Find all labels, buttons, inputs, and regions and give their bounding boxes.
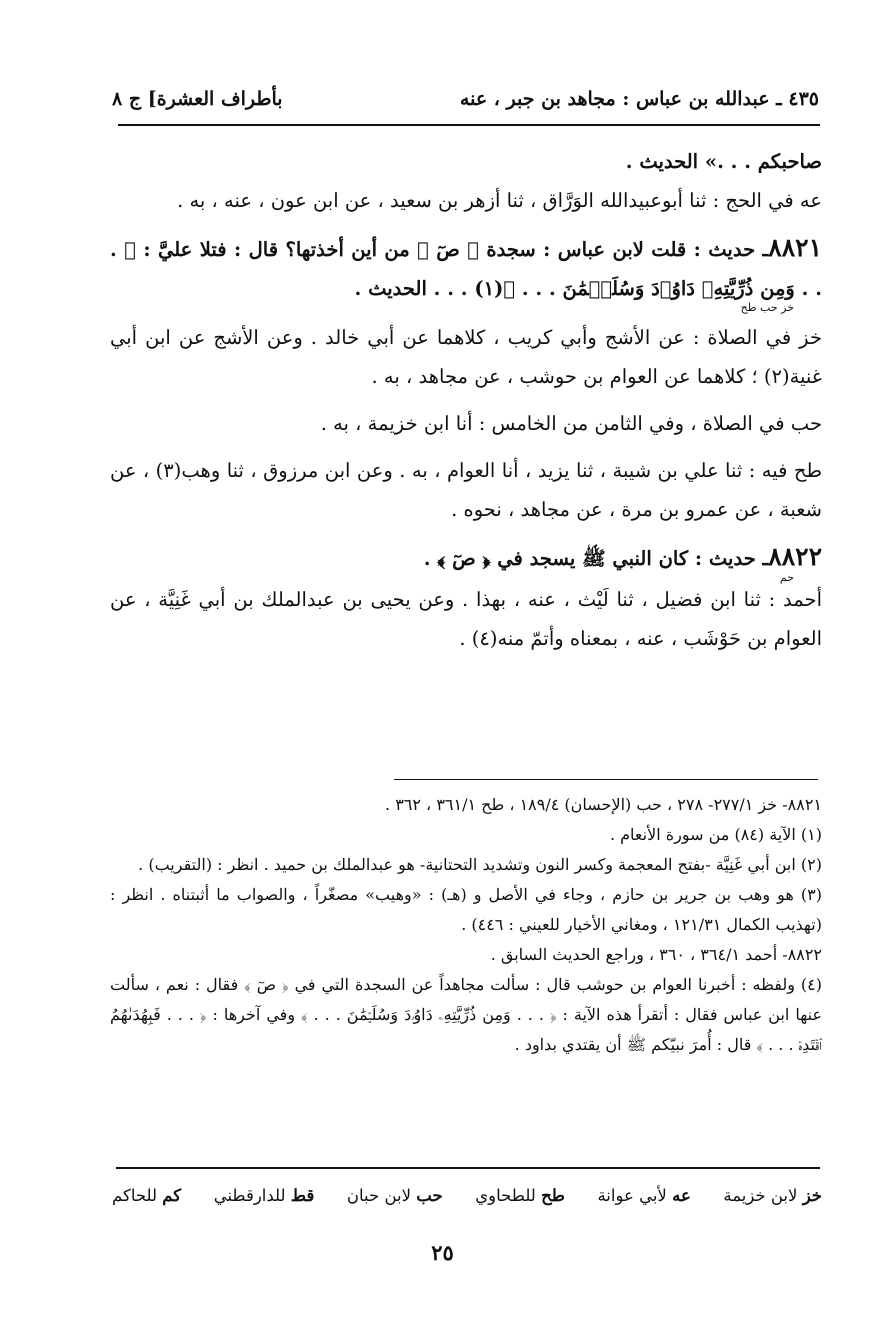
abbreviation-key xyxy=(112,1186,822,1205)
abbr-item: حب لابن حبان xyxy=(346,1186,443,1205)
page-number: ٢٥ xyxy=(431,1240,454,1265)
abbr-item: عه لأبي عوانة xyxy=(597,1186,691,1205)
text-line: صاحبكم . . .» الحديث . xyxy=(625,150,822,173)
footnote: ٨٨٢٢- أحمد ٣٦٤/١ ، ٣٦٠ ، وراجع الحديث السابق . xyxy=(490,945,822,964)
takhrij-hibban: حب في الصلاة ، وفي الثامن من الخامس : أنا ابن خزيمة ، به . xyxy=(320,412,822,435)
abbr-item: كم للحاكم xyxy=(112,1186,182,1205)
takhrij-ahmad: أحمد : ثنا ابن فضيل ، ثنا لَيْث ، عنه ، بهذا . وعن يحيى بن عبدالملك بن أبي غَنِيَّة ، عن العوام بن حَوْشَب ، عنه ، بمعناه وأتمّ منه(٤) . xyxy=(110,588,822,650)
takhrij-khuzayma: خز في الصلاة : عن الأشج وأبي كريب ، كلاهما عن أبي خالد . وعن الأشج عن ابن أبي غنية(٢) ؛ كلاهما عن العوام بن حوشب ، عن مجاهد ، به . xyxy=(110,326,822,388)
abbreviation-rule xyxy=(116,1167,820,1169)
footnote: (٢) ابن أبي غَنِيَّة -بفتح المعجمة وكسر النون وتشديد التحتانية- هو عبدالملك بن حميد . انظر : (التقريب) . xyxy=(138,855,822,874)
source-sigla: خز حب طح xyxy=(740,301,794,314)
footnote: (٣) هو وهب بن جرير بن حازم ، وجاء في الأصل و (هـ) : «وهيب» مصغّراً ، والصواب ما أثبتناه . انظر : (تهذيب الكمال ١٢١/٣١ ، ومغاني الأخيار للعيني : ٤٤٦) . xyxy=(110,885,822,934)
hadith-number: ٨٨٢١ xyxy=(768,233,822,262)
text-line: عه في الحج : ثنا أبوعبيدالله الوَرَّاق ، ثنا أزهر بن سعيد ، عن ابن عون ، عنه ، به . xyxy=(177,189,822,212)
header-chapter: ٤٣٥ ـ عبدالله بن عباس : مجاهد بن جبر ، عنه xyxy=(459,88,819,110)
source-sigla: حم xyxy=(779,571,794,584)
footnotes xyxy=(110,790,822,1060)
header-rule xyxy=(118,124,820,126)
main-text xyxy=(110,142,822,658)
abbr-item: قط للدارقطني xyxy=(213,1186,315,1205)
hadith-text: ـ حديث : قلت لابن عباس : سجدة ﴿ صٓ ﴾ من أين أخذتها؟ قال : فتلا عليَّ : ﴿ . . . وَمِن ذُرِّيَّتِهِۦ دَاوُۥدَ وَسُلَيۡمَٰنَ . . . ﴾(١) . . . الحديث . xyxy=(110,238,822,300)
hadith-8821 xyxy=(110,228,822,308)
abbr-item: طح للطحاوي xyxy=(475,1186,565,1205)
footnote: (٤) ولفظه : أخبرنا العوام بن حوشب قال : سألت مجاهداً عن السجدة التي في ﴿ صٓ ﴾ فقال : نعم ، سألت عنها ابن عباس فقال : أتقرأ هذه الآية : ﴿ . . . وَمِن ذُرِّيَّتِهِۦ دَاوُۥدَ وَسُلَيۡمَٰنَ . . . ﴾ وفي آخرها : ﴿ . . . فَبِهُدَىٰهُمُ ٱقۡتَدِهۡ . . . ﴾ قال : أُمرَ نبيّكم ﷺ أن يقتدي بداود . xyxy=(110,975,822,1054)
footnote-rule xyxy=(394,779,818,780)
abbr-item: خز لابن خزيمة xyxy=(723,1186,822,1205)
takhrij-tahawi: طح فيه : ثنا علي بن شيبة ، ثنا يزيد ، أنا العوام ، به . وعن ابن مرزوق ، ثنا وهب(٣) ، عن شعبة ، عن عمرو بن مرة ، عن مجاهد ، نحوه . xyxy=(110,459,823,521)
running-header xyxy=(112,84,819,114)
header-book: بأطراف العشرة] ج ٨ xyxy=(112,88,283,110)
hadith-text: ـ حديث : كان النبي ﷺ يسجد في ﴿ صٓ ﴾ . xyxy=(423,547,769,570)
footnote: ٨٨٢١- خز ٢٧٧/١- ٢٧٨ ، حب (الإحسان) ١٨٩/٤ ، طح ٣٦١/١ ، ٣٦٢ . xyxy=(385,795,822,814)
hadith-number: ٨٨٢٢ xyxy=(768,542,822,571)
footnote: (١) الآية (٨٤) من سورة الأنعام . xyxy=(609,825,822,844)
